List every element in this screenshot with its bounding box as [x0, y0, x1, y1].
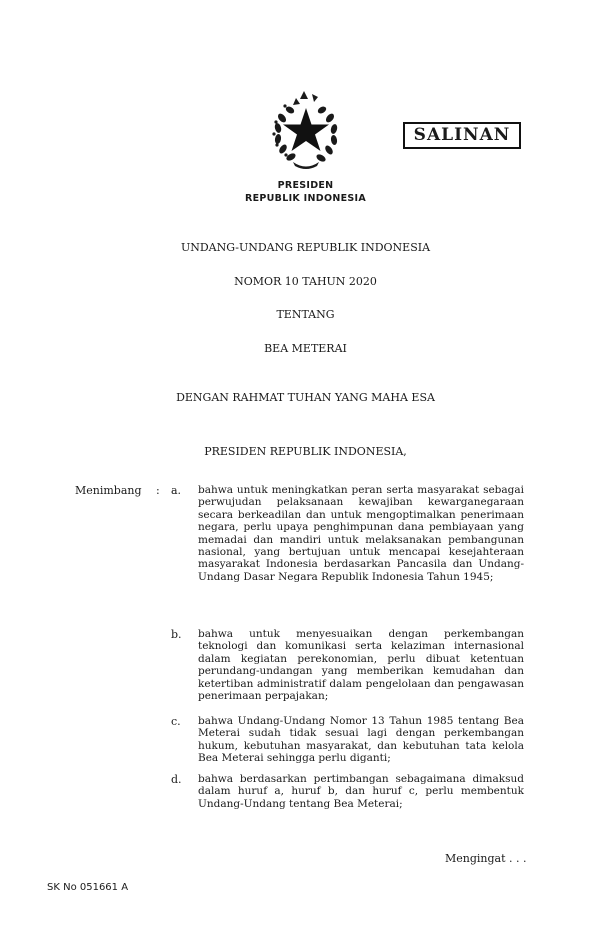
consideration-c: bahwa Undang-Undang Nomor 13 Tahun 1985 tentang Bea Meterai sudah tidak sesuai lagi dengan perkembangan hukum, kebutuhan masyarakat, dan kebutuhan tata kelola Bea Meterai sehingga perlu diganti; [198, 715, 524, 765]
law-number: NOMOR 10 TAHUN 2020 [234, 275, 377, 288]
consideration-d: bahwa berdasarkan pertimbangan sebagaimana dimaksud dalam huruf a, huruf b, dan huruf c, perlu membentuk Undang-Undang tentang Bea Meterai; [198, 773, 524, 810]
continuation-catchword: Mengingat . . . [445, 852, 527, 865]
copy-stamp: SALINAN [403, 122, 521, 149]
item-marker-c: c. [171, 715, 181, 728]
enacting-authority: PRESIDEN REPUBLIK INDONESIA, [204, 445, 407, 458]
law-title: UNDANG-UNDANG REPUBLIK INDONESIA [180, 241, 431, 254]
consideration-a: bahwa untuk meningkatkan peran serta masyarakat sebagai perwujudan pelaksanaan kewajiban kewarganegaraan secara berkeadilan dan untuk mengoptimalkan penerimaan negara, perlu upaya penghimpunan dana pembiayaan yang memadai dan mandiri untuk melaksanakan pembangunan nasional, yang bertujuan untuk mencapai kesejahteraan masyarakat Indonesia berdasarkan Pancasila dan Undang-Undang Dasar Negara Republik Indonesia Tahun 1945; [198, 484, 524, 583]
item-marker-b: b. [171, 628, 182, 641]
law-about: TENTANG [276, 308, 335, 321]
law-subject: BEA METERAI [264, 342, 347, 355]
garuda-pancasila-emblem-icon [266, 88, 346, 172]
item-marker-a: a. [171, 484, 182, 497]
item-marker-d: d. [171, 773, 182, 786]
office-subtitle: REPUBLIK INDONESIA [245, 193, 366, 204]
office-title: PRESIDEN [277, 180, 334, 191]
menimbang-separator: : [156, 484, 160, 497]
invocation: DENGAN RAHMAT TUHAN YANG MAHA ESA [176, 391, 435, 404]
menimbang-label: Menimbang [75, 484, 142, 497]
document-serial: SK No 051661 A [47, 882, 129, 893]
consideration-b: bahwa untuk menyesuaikan dengan perkembangan teknologi dan komunikasi serta kelaziman internasional dalam kegiatan perekonomian, perlu dibuat ketentuan perundang-undangan yang memberikan kemudahan dan ketertiban administratif dalam pengelolaan dan pengawasan penerimaan perpajakan; [198, 628, 524, 703]
